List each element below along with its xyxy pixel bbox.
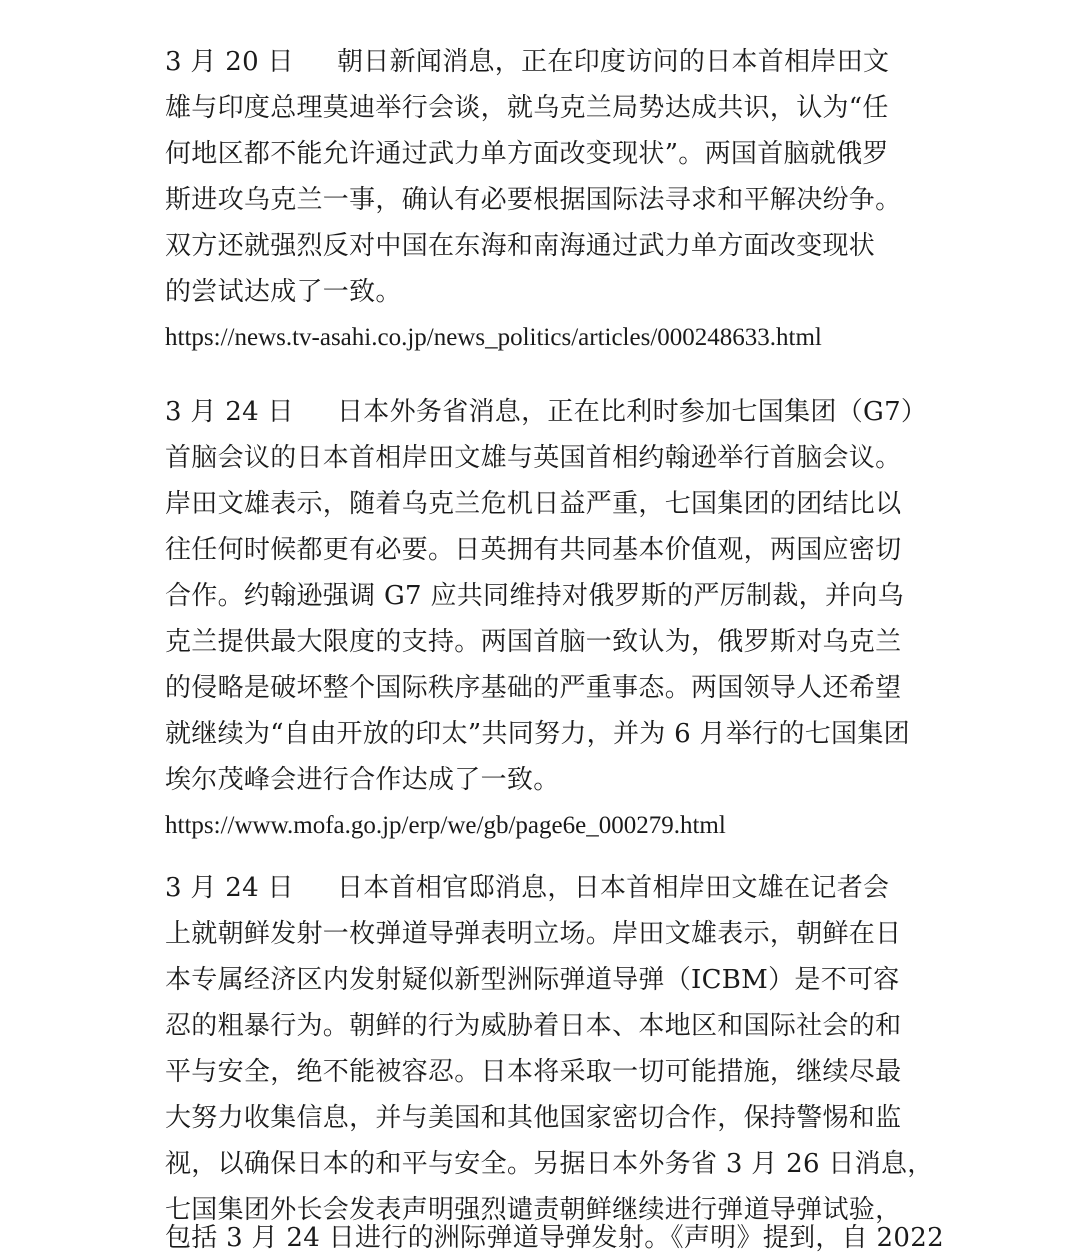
paragraph-line: 的尝试达成了一致。: [165, 277, 402, 307]
paragraph-line: 的侵略是破坏整个国际秩序基础的严重事态。两国领导人还希望: [165, 673, 902, 703]
paragraph-line: 就继续为“自由开放的印太”共同努力，并为 6 月举行的七国集团: [165, 719, 910, 749]
paragraph-line: 日本首相官邸消息，日本首相岸田文雄在记者会: [337, 873, 890, 903]
paragraph-line: 日本外务省消息，正在比利时参加七国集团（G7）: [337, 397, 928, 427]
paragraph-line: 双方还就强烈反对中国在东海和南海通过武力单方面改变现状: [165, 231, 876, 261]
paragraph-line: 合作。约翰逊强调 G7 应共同维持对俄罗斯的严厉制裁，并向乌: [165, 581, 904, 611]
entry-date: 3 月 20 日: [165, 47, 294, 77]
paragraph-line: 七国集团外长会发表声明强烈谴责朝鲜继续进行弹道导弹试验，: [165, 1195, 902, 1225]
paragraph-line: 本专属经济区内发射疑似新型洲际弹道导弹（ICBM）是不可容: [165, 965, 900, 995]
paragraph-line: 往任何时候都更有必要。日英拥有共同基本价值观，两国应密切: [165, 535, 902, 565]
paragraph-line: 上就朝鲜发射一枚弹道导弹表明立场。岸田文雄表示，朝鲜在日: [165, 919, 902, 949]
paragraph-line: 首脑会议的日本首相岸田文雄与英国首相约翰逊举行首脑会议。: [165, 443, 902, 473]
paragraph-line: 平与安全，绝不能被容忍。日本将采取一切可能措施，继续尽最: [165, 1057, 902, 1087]
paragraph-line: 何地区都不能允许通过武力单方面改变现状”。两国首脑就俄罗: [165, 139, 889, 169]
paragraph-line: 视，以确保日本的和平与安全。另据日本外务省 3 月 26 日消息，: [165, 1149, 934, 1179]
paragraph-line: 岸田文雄表示，随着乌克兰危机日益严重，七国集团的团结比以: [165, 489, 902, 519]
source-url: https://news.tv-asahi.co.jp/news_politics/articles/000248633.html: [165, 324, 822, 351]
paragraph-line: 斯进攻乌克兰一事，确认有必要根据国际法寻求和平解决纷争。: [165, 185, 902, 215]
paragraph-line: 大努力收集信息，并与美国和其他国家密切合作，保持警惕和监: [165, 1103, 902, 1133]
paragraph-line: 克兰提供最大限度的支持。两国首脑一致认为，俄罗斯对乌克兰: [165, 627, 902, 657]
paragraph-line: 朝日新闻消息，正在印度访问的日本首相岸田文: [337, 47, 890, 77]
entry-date: 3 月 24 日: [165, 397, 294, 427]
source-url: https://www.mofa.go.jp/erp/we/gb/page6e_000279.html: [165, 812, 726, 839]
paragraph-line: 忍的粗暴行为。朝鲜的行为威胁着日本、本地区和国际社会的和: [165, 1011, 902, 1041]
entry-date: 3 月 24 日: [165, 873, 294, 903]
paragraph-line: 包括 3 月 24 日进行的洲际弹道导弹发射。《声明》提到，自 2022: [165, 1223, 944, 1252]
paragraph-line: 雄与印度总理莫迪举行会谈，就乌克兰局势达成共识，认为“任: [165, 93, 889, 123]
paragraph-line: 埃尔茂峰会进行合作达成了一致。: [165, 765, 560, 795]
